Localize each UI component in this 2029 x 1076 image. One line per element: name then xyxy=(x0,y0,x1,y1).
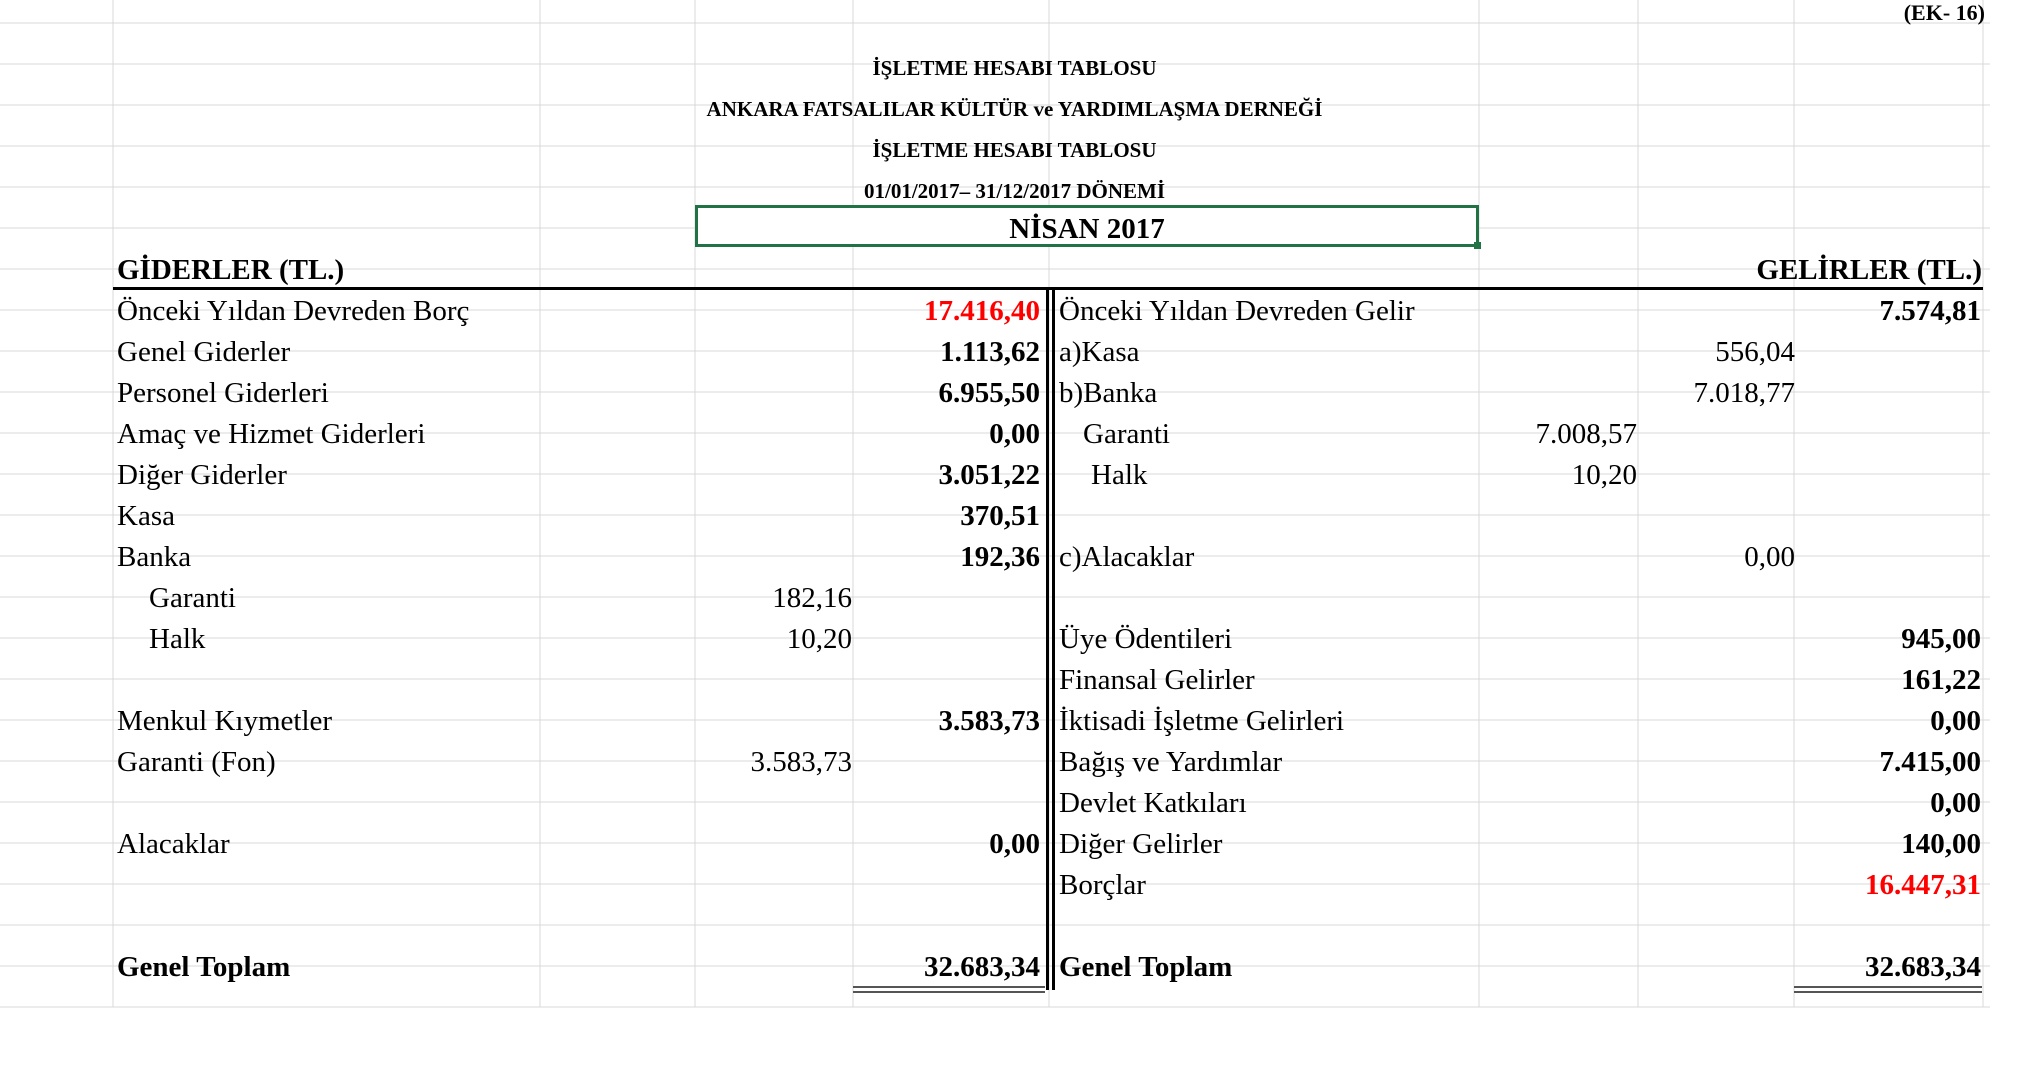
month-label: NİSAN 2017 xyxy=(1009,213,1165,245)
income-value: 945,00 xyxy=(1901,623,1981,655)
income-total-underline xyxy=(1794,986,1982,993)
income-label: b)Banka xyxy=(1059,377,1158,409)
expense-value: 0,00 xyxy=(989,418,1040,450)
expenses-header: GİDERLER (TL.) xyxy=(117,254,345,286)
income-label: Finansal Gelirler xyxy=(1059,664,1255,696)
income-sub-value: 7.018,77 xyxy=(1693,377,1795,409)
income-subsub-value: 10,20 xyxy=(1571,459,1637,491)
expense-label: Garanti (Fon) xyxy=(117,746,276,778)
income-label: Borçlar xyxy=(1059,869,1146,901)
income-value: 0,00 xyxy=(1930,705,1981,737)
expense-sub-label: Halk xyxy=(149,623,206,655)
organization-name: ANKARA FATSALILAR KÜLTÜR ve YARDIMLAŞMA DERNEĞİ xyxy=(706,97,1323,121)
income-header: GELİRLER (TL.) xyxy=(1756,254,1982,286)
expense-sub-value: 182,16 xyxy=(772,582,852,614)
ek-label: (EK- 16) xyxy=(1903,0,1985,25)
period-label: 01/01/2017– 31/12/2017 DÖNEMİ xyxy=(863,179,1165,203)
expense-label: Alacaklar xyxy=(117,828,230,860)
expense-label: Kasa xyxy=(117,500,175,532)
expense-label: Menkul Kıymetler xyxy=(117,705,333,737)
expense-label: Personel Giderleri xyxy=(117,377,329,409)
income-label: Diğer Gelirler xyxy=(1059,828,1223,860)
income-label: Üye Ödentileri xyxy=(1059,623,1233,655)
expense-label: Önceki Yıldan Devreden Borç xyxy=(117,295,470,327)
income-value: 140,00 xyxy=(1901,828,1981,860)
income-subsub-value: 7.008,57 xyxy=(1535,418,1637,450)
income-label: a)Kasa xyxy=(1059,336,1140,368)
income-value: 7.574,81 xyxy=(1879,295,1981,327)
title-primary: İŞLETME HESABI TABLOSU xyxy=(872,56,1157,80)
income-label: İktisadi İşletme Gelirleri xyxy=(1059,705,1345,737)
expense-value: 3.051,22 xyxy=(938,459,1040,491)
expenses-total-value: 32.683,34 xyxy=(924,951,1040,983)
expense-label: Genel Giderler xyxy=(117,336,291,368)
income-value: 0,00 xyxy=(1930,787,1981,819)
expenses-total-label: Genel Toplam xyxy=(117,951,291,983)
column-divider-left xyxy=(1046,287,1049,990)
income-label: c)Alacaklar xyxy=(1059,541,1195,573)
column-divider-right xyxy=(1052,287,1055,990)
expense-value: 6.955,50 xyxy=(938,377,1040,409)
expense-value: 0,00 xyxy=(989,828,1040,860)
income-value: 161,22 xyxy=(1901,664,1981,696)
expense-label: Amaç ve Hizmet Giderleri xyxy=(117,418,426,450)
income-sub-value: 0,00 xyxy=(1744,541,1795,573)
income-sub-label: Halk xyxy=(1091,459,1148,491)
expense-value: 17.416,40 xyxy=(924,295,1040,327)
income-value: 16.447,31 xyxy=(1865,869,1981,901)
income-value: 7.415,00 xyxy=(1879,746,1981,778)
expense-sub-label: Garanti xyxy=(149,582,236,614)
expense-value: 3.583,73 xyxy=(938,705,1040,737)
expense-sub-value: 3.583,73 xyxy=(750,746,852,778)
income-total-label: Genel Toplam xyxy=(1059,951,1233,983)
title-secondary: İŞLETME HESABI TABLOSU xyxy=(872,138,1157,162)
expense-sub-value: 10,20 xyxy=(786,623,852,655)
expense-label: Banka xyxy=(117,541,192,573)
income-sub-label: Garanti xyxy=(1083,418,1170,450)
expenses-total-underline xyxy=(853,986,1045,993)
expense-value: 1.113,62 xyxy=(940,336,1040,368)
income-label: Bağış ve Yardımlar xyxy=(1059,746,1283,778)
income-label: Devlet Katkıları xyxy=(1059,787,1247,819)
income-sub-value: 556,04 xyxy=(1715,336,1795,368)
income-label: Önceki Yıldan Devreden Gelir xyxy=(1059,295,1415,327)
expense-value: 370,51 xyxy=(960,500,1040,532)
expense-value: 192,36 xyxy=(960,541,1040,573)
income-total-value: 32.683,34 xyxy=(1865,951,1981,983)
expense-label: Diğer Giderler xyxy=(117,459,287,491)
